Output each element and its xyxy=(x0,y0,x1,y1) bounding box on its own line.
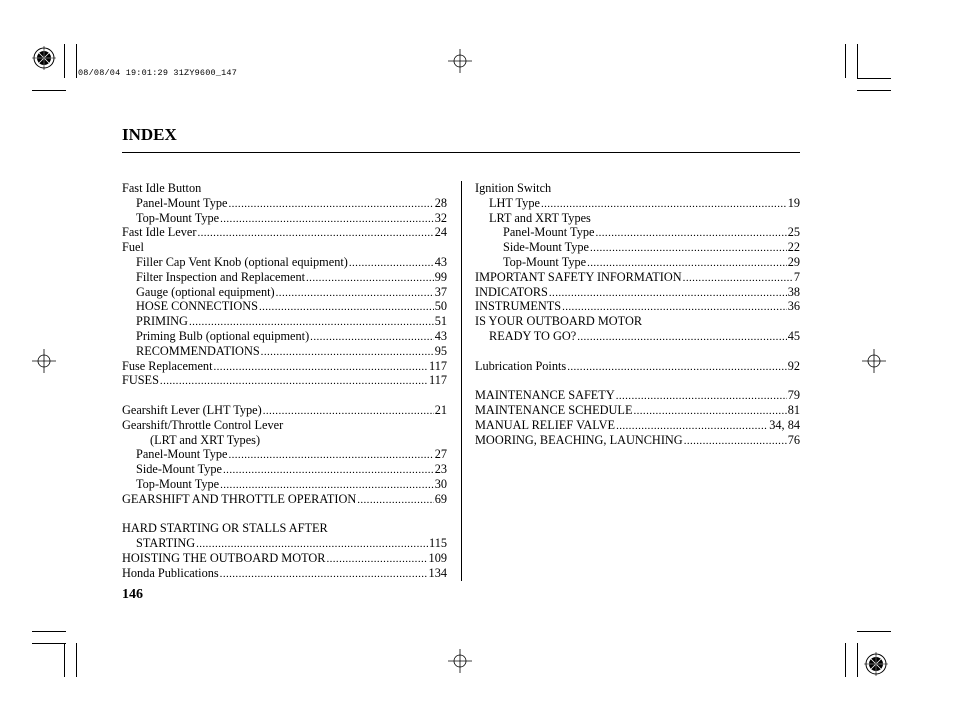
index-entry-label: STARTING xyxy=(136,536,196,551)
index-entry-page: 7 xyxy=(793,269,800,284)
index-entry-page: 22 xyxy=(787,240,800,255)
dot-leader xyxy=(189,314,434,330)
index-entry-label: HOSE CONNECTIONS xyxy=(136,299,258,314)
index-entry-page: 25 xyxy=(787,225,800,240)
index-entry-page: 50 xyxy=(434,299,447,314)
index-entry-page: 76 xyxy=(787,432,800,447)
index-entry-label: LRT and XRT Types xyxy=(489,210,591,225)
dot-leader xyxy=(577,329,786,345)
index-entry-label: Side-Mount Type xyxy=(503,240,590,255)
crosshair-icon xyxy=(862,349,886,373)
index-entry-label: Priming Bulb (optional equipment) xyxy=(136,328,310,343)
index-entry-label: Panel-Mount Type xyxy=(503,225,595,240)
crosshair-icon xyxy=(448,649,472,673)
index-entry-label: Honda Publications xyxy=(122,565,219,580)
dot-leader xyxy=(541,196,787,212)
dot-leader xyxy=(220,211,434,227)
dot-leader xyxy=(549,285,787,301)
index-entry-label: Fast Idle Button xyxy=(122,181,202,195)
index-entry xyxy=(122,418,447,433)
dot-leader xyxy=(616,388,787,404)
index-entry xyxy=(475,196,800,211)
index-entry-page: 38 xyxy=(787,284,800,299)
index-entry-label: Top-Mount Type xyxy=(136,210,220,225)
print-stamp: 08/08/04 19:01:29 31ZY9600_147 xyxy=(78,68,238,78)
index-entry-label: Ignition Switch xyxy=(475,181,552,195)
dot-leader xyxy=(261,344,434,360)
index-entry-label: INDICATORS xyxy=(475,284,548,299)
crop-mark xyxy=(857,90,891,91)
index-entry xyxy=(122,181,447,196)
index-entry-label: Gearshift/Throttle Control Lever xyxy=(122,417,284,432)
index-entry xyxy=(122,225,447,240)
dot-leader xyxy=(590,240,787,256)
index-entry-page: 37 xyxy=(434,284,447,299)
index-entry xyxy=(122,566,447,581)
index-entry xyxy=(122,285,447,300)
crop-mark xyxy=(857,44,858,78)
dot-leader xyxy=(326,551,427,567)
index-entry-label: HARD STARTING OR STALLS AFTER xyxy=(122,521,328,536)
index-entry xyxy=(475,329,800,344)
index-entry xyxy=(122,477,447,492)
index-entry-label: MOORING, BEACHING, LAUNCHING xyxy=(475,432,683,447)
crop-mark xyxy=(32,631,66,632)
index-spacer xyxy=(475,344,800,359)
index-entry xyxy=(475,433,800,448)
index-entry-page: 92 xyxy=(787,358,800,373)
index-entry-page: 134 xyxy=(428,565,447,580)
index-entry-label: Top-Mount Type xyxy=(503,254,587,269)
dot-leader xyxy=(276,285,434,301)
index-entry-label: Side-Mount Type xyxy=(136,462,223,477)
dot-leader xyxy=(306,270,434,286)
dot-leader xyxy=(228,196,433,212)
index-entry-label: HOISTING THE OUTBOARD MOTOR xyxy=(122,550,326,565)
title-rule xyxy=(122,152,800,153)
index-entry-page: 79 xyxy=(787,388,800,403)
index-entry xyxy=(475,403,800,418)
page-number: 146 xyxy=(122,587,143,602)
index-entry-page: 69 xyxy=(434,491,447,506)
index-entry-label: PRIMING xyxy=(136,314,188,329)
index-entry xyxy=(475,270,800,285)
crop-mark xyxy=(32,90,66,91)
crop-mark xyxy=(32,643,66,644)
dot-leader xyxy=(220,566,428,582)
index-entry xyxy=(122,270,447,285)
index-entry xyxy=(122,447,447,462)
dot-leader xyxy=(349,255,434,271)
index-spacer xyxy=(122,388,447,403)
index-entry xyxy=(475,225,800,240)
index-entry xyxy=(122,403,447,418)
dot-leader xyxy=(263,403,434,419)
dot-leader xyxy=(616,418,768,434)
index-entry xyxy=(475,418,800,433)
index-entry-label: GEARSHIFT AND THROTTLE OPERATION xyxy=(122,491,357,506)
index-entry xyxy=(122,492,447,507)
crop-mark xyxy=(64,643,65,677)
index-entry xyxy=(122,521,447,536)
index-entry-page: 81 xyxy=(787,402,800,417)
index-entry-label: Fast Idle Lever xyxy=(122,225,197,240)
index-entry-page: 45 xyxy=(787,328,800,343)
index-entry xyxy=(122,344,447,359)
page-title: INDEX xyxy=(122,125,177,144)
index-entry xyxy=(475,181,800,196)
dot-leader xyxy=(214,359,429,375)
index-entry-label: MANUAL RELIEF VALVE xyxy=(475,417,616,432)
index-entry xyxy=(475,240,800,255)
index-column-left xyxy=(122,181,447,581)
index-spacer xyxy=(475,373,800,388)
index-entry-label: MAINTENANCE SAFETY xyxy=(475,388,615,403)
index-entry-page: 115 xyxy=(429,536,447,551)
index-entry-label: Filter Inspection and Replacement xyxy=(136,269,306,284)
index-entry-page: 117 xyxy=(429,358,447,373)
index-entry-label: Fuel xyxy=(122,240,144,255)
index-entry-label: Gauge (optional equipment) xyxy=(136,284,275,299)
dot-leader xyxy=(567,359,787,375)
index-entry-page: 24 xyxy=(434,225,447,240)
index-entry-page: 34, 84 xyxy=(769,417,800,432)
index-entry xyxy=(122,299,447,314)
index-entry-label: IMPORTANT SAFETY INFORMATION xyxy=(475,269,682,284)
index-entry-page: 21 xyxy=(434,402,447,417)
index-entry-page: 32 xyxy=(434,210,447,225)
dot-leader xyxy=(220,477,434,493)
index-entry-label: RECOMMENDATIONS xyxy=(136,343,260,358)
index-entry-label: Top-Mount Type xyxy=(136,476,220,491)
dot-leader xyxy=(357,492,433,508)
crop-mark xyxy=(857,631,891,632)
dot-leader xyxy=(562,299,787,315)
index-entry xyxy=(122,551,447,566)
index-entry-page: 51 xyxy=(434,314,447,329)
dot-leader xyxy=(310,329,434,345)
column-divider xyxy=(461,181,462,581)
index-entry-label: Filler Cap Vent Knob (optional equipment) xyxy=(136,254,348,269)
index-entry-label: Lubrication Points xyxy=(475,358,567,373)
dot-leader xyxy=(197,225,433,241)
index-entry-label: READY TO GO? xyxy=(489,328,577,343)
dot-leader xyxy=(196,536,428,552)
index-entry-label: LHT Type xyxy=(489,195,540,210)
index-entry-label: Fuse Replacement xyxy=(122,358,213,373)
index-entry-page: 43 xyxy=(434,254,447,269)
index-entry-page: 27 xyxy=(434,447,447,462)
index-entry-page: 36 xyxy=(787,299,800,314)
index-entry-page: 99 xyxy=(434,269,447,284)
index-entry-page: 29 xyxy=(787,254,800,269)
dot-leader xyxy=(259,299,434,315)
crop-mark xyxy=(64,44,65,78)
dot-leader xyxy=(160,373,428,389)
crop-mark xyxy=(845,44,846,78)
index-entry-label: IS YOUR OUTBOARD MOTOR xyxy=(475,314,643,329)
dot-leader xyxy=(595,225,786,241)
registration-target-icon xyxy=(864,652,888,676)
index-entry xyxy=(475,285,800,300)
index-entry xyxy=(122,359,447,374)
index-entry xyxy=(122,373,447,388)
index-entry xyxy=(122,536,447,551)
index-spacer xyxy=(122,507,447,522)
dot-leader xyxy=(683,270,793,286)
index-entry xyxy=(475,255,800,270)
index-entry-page: 109 xyxy=(428,550,447,565)
index-entry-label: Panel-Mount Type xyxy=(136,447,228,462)
index-column-right xyxy=(475,181,800,447)
crop-mark xyxy=(857,643,858,677)
crop-mark xyxy=(857,78,891,79)
index-entry-page: 30 xyxy=(434,476,447,491)
index-entry-page: 19 xyxy=(787,195,800,210)
index-entry-label: Panel-Mount Type xyxy=(136,195,228,210)
dot-leader xyxy=(228,447,433,463)
index-entry-page: 23 xyxy=(434,462,447,477)
crop-mark xyxy=(76,44,77,78)
index-entry-page: 95 xyxy=(434,343,447,358)
index-entry xyxy=(122,255,447,270)
index-entry-label: INSTRUMENTS xyxy=(475,299,562,314)
index-entry xyxy=(122,433,447,448)
dot-leader xyxy=(684,433,787,449)
index-entry xyxy=(122,211,447,226)
crop-mark xyxy=(845,643,846,677)
index-entry xyxy=(475,299,800,314)
index-entry xyxy=(122,462,447,477)
index-entry xyxy=(122,240,447,255)
index-entry xyxy=(122,314,447,329)
registration-target-icon xyxy=(32,46,56,70)
index-entry xyxy=(475,388,800,403)
index-entry xyxy=(122,329,447,344)
index-entry-page: 117 xyxy=(429,373,447,388)
index-entry xyxy=(475,314,800,329)
index-entry-label: MAINTENANCE SCHEDULE xyxy=(475,402,633,417)
index-entry xyxy=(475,211,800,226)
crop-mark xyxy=(76,643,77,677)
index-entry-page: 28 xyxy=(434,195,447,210)
dot-leader xyxy=(633,403,786,419)
dot-leader xyxy=(587,255,787,271)
crosshair-icon xyxy=(448,49,472,73)
index-entry-page: 43 xyxy=(434,328,447,343)
index-entry-label: FUSES xyxy=(122,373,159,388)
index-entry-label: (LRT and XRT Types) xyxy=(150,432,261,447)
index-entry-label: Gearshift Lever (LHT Type) xyxy=(122,402,262,417)
index-entry xyxy=(122,196,447,211)
crosshair-icon xyxy=(32,349,56,373)
dot-leader xyxy=(223,462,434,478)
index-entry xyxy=(475,359,800,374)
